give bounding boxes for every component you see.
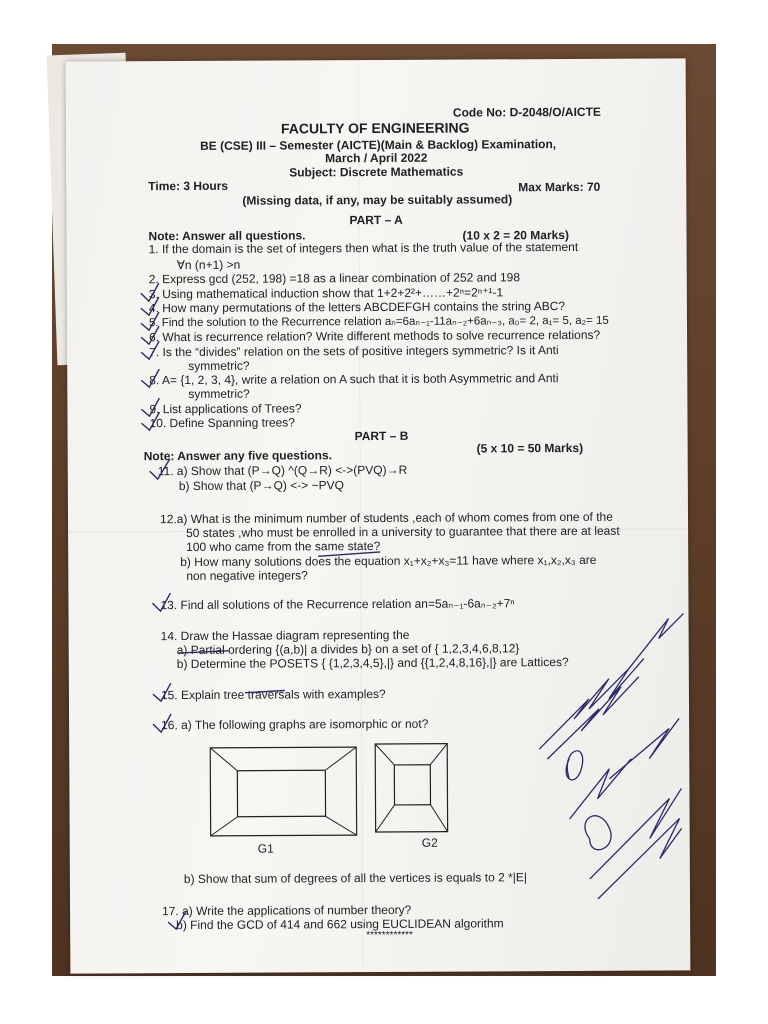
question-8-continued: symmetric?	[188, 386, 250, 401]
question-6: 6. What is recurrence relation? Write different methods to solve recurrence relations?	[149, 327, 601, 345]
question-5: 5. Find the solution to the Recurrence relation aₙ=6aₙ₋₁-11aₙ₋₂+6aₙ₋₃, a₀= 2, a₁= 5, a₂= 15	[148, 314, 609, 330]
exam-time: Time: 3 Hours	[148, 178, 229, 194]
question-12a: 12.a) What is the minimum number of students ,each of whom comes from one of the	[159, 509, 613, 527]
exam-title: BE (CSE) III – Semester (AICTE)(Main & Backlog) Examination,	[200, 137, 557, 153]
tick-mark-icon	[141, 283, 159, 301]
tick-mark-icon	[153, 683, 171, 701]
question-17b: b) Find the GCD of 414 and 662 using EUCLIDEAN algorithm	[176, 916, 504, 933]
tick-mark-icon	[168, 911, 186, 929]
scribble-marks	[539, 613, 685, 899]
question-11b: b) Show that (P→Q) <-> ~PVQ	[178, 478, 344, 494]
graph-g1-label: G1	[257, 841, 274, 856]
tick-mark-icon	[150, 459, 170, 479]
tick-mark-icon	[141, 369, 159, 387]
tick-mark-icon	[152, 593, 170, 611]
question-12a-line-2: 50 states ,who must be enrolled in a university to guarantee that there are at least	[186, 523, 620, 541]
code-number: Code No: D-2048/O/AICTE	[452, 104, 601, 120]
part-a-title: PART – A	[349, 212, 403, 228]
faculty-title: FACULTY OF ENGINEERING	[280, 119, 470, 137]
question-17a: 17. a) Write the applications of number theory?	[162, 902, 412, 919]
part-a-marks: (10 x 2 = 20 Marks)	[462, 227, 569, 243]
question-16a: 16. a) The following graphs are isomorphic or not?	[161, 716, 429, 733]
tick-mark-icon	[141, 341, 159, 359]
question-15: 15. Explain tree traversals with examples?	[160, 686, 386, 703]
pen-markings	[66, 58, 691, 973]
question-7-continued: symmetric?	[188, 358, 250, 373]
part-a-note: Note: Answer all questions.	[148, 228, 306, 244]
part-b-note: Note: Answer any five questions.	[143, 448, 332, 464]
exam-session: March / April 2022	[325, 150, 428, 166]
question-14a: a) Partial ordering {(a,b)| a divides b} on a set of { 1,2,3,4,6,8,12}	[176, 641, 520, 658]
question-9: 9. List applications of Trees?	[149, 401, 302, 417]
question-14b: b) Determine the POSETS { {1,2,3,4,5},|} and {{1,2,4,8,16},|} are Lattices?	[176, 655, 569, 672]
underline-stroke	[179, 651, 229, 653]
end-marker: ************	[366, 929, 413, 942]
question-7: 7. Is the “divides” relation on the sets of positive integers symmetric? Is it Anti	[149, 343, 559, 360]
question-1: 1. If the domain is the set of integers then what is the truth value of the statement	[148, 239, 579, 257]
tick-mark-icon	[141, 398, 159, 416]
question-11a: 11. a) Show that (P→Q) ^(Q→R) <->(PVQ)→R	[157, 462, 408, 479]
graph-g2-label: G2	[421, 835, 438, 850]
question-2: 2. Express gcd (252, 198) =18 as a linear combination of 252 and 198	[148, 270, 521, 287]
underline-stroke	[245, 690, 285, 692]
question-3: 3. Using mathematical induction show that 1+2+2²+……+2ⁿ=2ⁿ⁺¹-1	[148, 285, 504, 302]
part-b-title: PART – B	[354, 428, 409, 444]
question-16b: b) Show that sum of degrees of all the vertices is equals to 2 *|E|	[183, 870, 528, 887]
question-14: 14. Draw the Hassae diagram representing the	[160, 627, 410, 644]
tick-mark-icon	[153, 714, 171, 732]
question-12b: b) How many solutions does the equation x₁+x₂+x₃=11 have where x₁,x₂,x₃ are	[180, 552, 597, 570]
max-marks: Max Marks: 70	[518, 179, 601, 195]
question-12b-line-2: non negative integers?	[186, 568, 308, 584]
tick-mark-icon	[141, 312, 159, 330]
question-1-statement: ∀n (n+1) >n	[176, 257, 241, 273]
part-b-marks: (5 x 10 = 50 Marks)	[476, 440, 584, 456]
question-10: 10. Define Spanning trees?	[149, 415, 295, 431]
exam-subject: Subject: Discrete Mathematics	[289, 164, 464, 180]
question-12a-line-3: 100 who came from the same state?	[186, 538, 381, 555]
missing-data-note: (Missing data, if any, may be suitably assumed)	[242, 192, 513, 208]
question-8: 8. A= {1, 2, 3, 4}, write a relation on A such that it is both Asymmetric and Anti	[149, 371, 559, 388]
question-paper	[66, 58, 691, 973]
question-13: 13. Find all solutions of the Recurrence relation an=5aₙ₋₁-6aₙ₋₂+7ⁿ	[160, 596, 515, 613]
question-4: 4. How many permutations of the letters ABCDEFGH contains the string ABC?	[148, 299, 566, 316]
underline-stroke	[318, 552, 380, 556]
